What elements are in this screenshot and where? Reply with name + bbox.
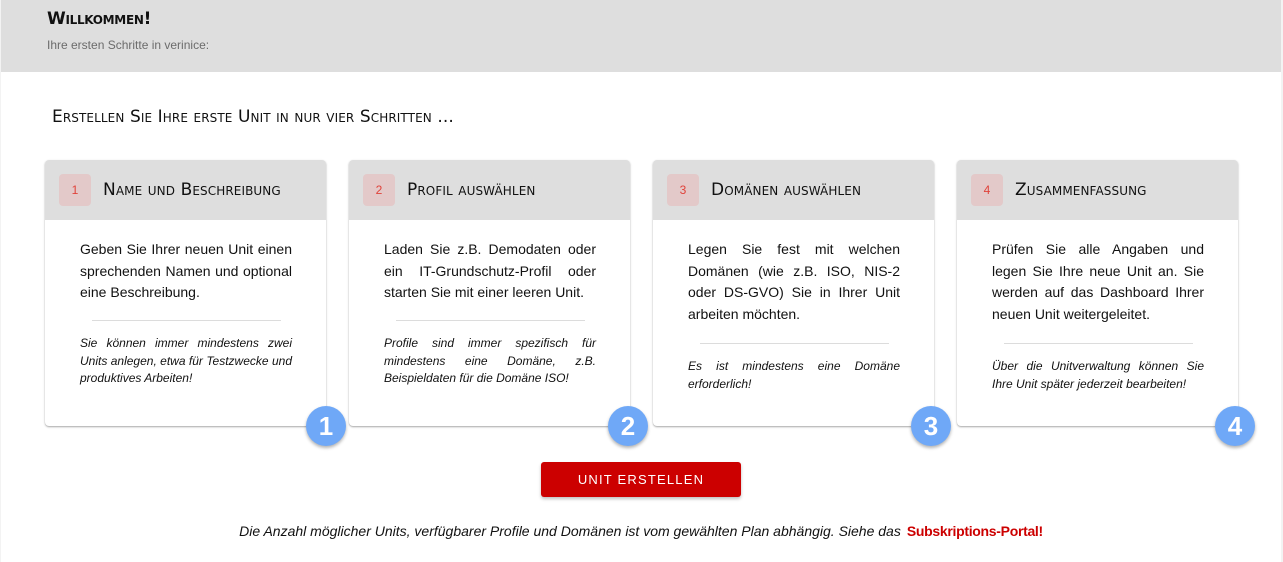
step-number-badge: 4 [971, 174, 1003, 206]
step-description: Legen Sie fest mit welchen Domänen (wie z.B. ISO, NIS-2 oder DS-GVO) Sie in Ihrer Unit arbeiten möchten. [688, 241, 900, 322]
step-description: Geben Sie Ihrer neuen Unit einen sprechenden Namen und optional eine Beschreibung. [80, 241, 292, 301]
page-subtitle: Ihre ersten Schritte in verinice: [47, 38, 210, 52]
step-title: Zusammenfassung [1015, 180, 1147, 200]
step-title: Name und Beschreibung [103, 180, 281, 200]
step-card-footer [957, 343, 1238, 393]
divider [396, 320, 585, 321]
step-description: Laden Sie z.B. Demodaten oder ein IT-Grundschutz-Profil oder starten Sie mit einer leeren Unit. [384, 241, 596, 301]
divider [1004, 343, 1193, 344]
step-note: Es ist mindestens eine Domäne erforderlich! [688, 359, 900, 391]
step-number-badge: 2 [363, 174, 395, 206]
step-note: Profile sind immer spezifisch für mindestens eine Domäne, z.B. Beispieldaten für die Domäne ISO! [384, 336, 596, 385]
plan-info-text: Die Anzahl möglicher Units, verfügbarer Profile und Domänen ist vom gewählten Plan abhängig. Siehe das [239, 523, 901, 539]
step-number-badge: 1 [59, 174, 91, 206]
step-card-footer [653, 343, 934, 393]
step-title: Profil auswählen [407, 180, 536, 200]
welcome-header [1, 0, 1281, 72]
step-card-1 [45, 160, 326, 426]
step-card-body [653, 220, 934, 325]
step-card-footer [349, 320, 630, 388]
step-card-4 [957, 160, 1238, 426]
step-card-2 [349, 160, 630, 426]
step-card-header [653, 160, 934, 220]
step-card-body [349, 220, 630, 304]
step-title: Domänen auswählen [711, 180, 862, 200]
welcome-page [1, 0, 1281, 562]
create-unit-button[interactable]: UNIT ERSTELLEN [541, 462, 741, 497]
step-number-circle-3: 3 [911, 406, 951, 446]
step-card-body [957, 220, 1238, 325]
intro-heading: Erstellen Sie Ihre erste Unit in nur vier Schritten ... [52, 107, 454, 127]
step-note: Sie können immer mindestens zwei Units anlegen, etwa für Testzwecke und produktives Arbeiten! [80, 336, 292, 385]
divider [700, 343, 889, 344]
plan-info-note [1, 523, 1281, 539]
divider [92, 320, 281, 321]
page-title: Willkommen! [47, 9, 152, 29]
step-number-circle-2: 2 [608, 406, 648, 446]
step-number-circle-4: 4 [1215, 406, 1255, 446]
step-card-3 [653, 160, 934, 426]
step-card-header [349, 160, 630, 220]
step-number-badge: 3 [667, 174, 699, 206]
step-description: Prüfen Sie alle Angaben und legen Sie Ihre neue Unit an. Sie werden auf das Dashboard Ihrer neuen Unit weitergeleitet. [992, 241, 1204, 322]
step-card-footer [45, 320, 326, 388]
step-card-header [957, 160, 1238, 220]
step-card-header [45, 160, 326, 220]
subscription-portal-link[interactable]: Subskriptions-Portal! [906, 523, 1043, 539]
step-note: Über die Unitverwaltung können Sie Ihre Unit später jederzeit bearbeiten! [992, 359, 1204, 391]
step-number-circle-1: 1 [306, 406, 346, 446]
